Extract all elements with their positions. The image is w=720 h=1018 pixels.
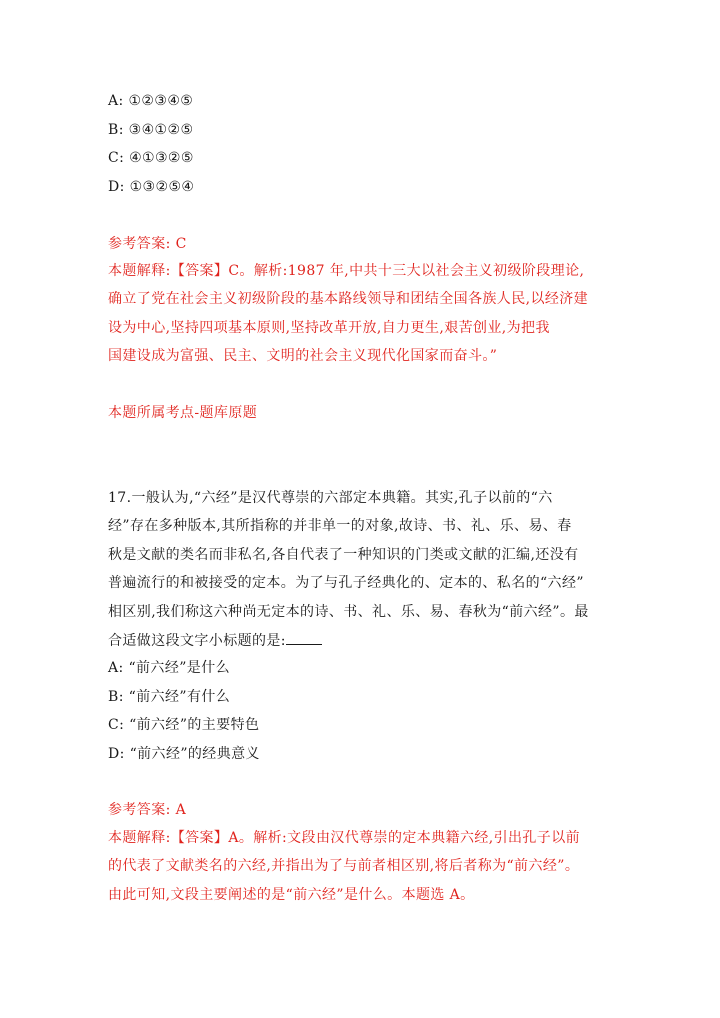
q16-explanation-line-1: 本题解释:【答案】C。解析:1987 年,中共十三大以社会主义初级阶段理论, xyxy=(108,263,585,279)
q17-stem-line-1: 17.一般认为,“六经”是汉代尊崇的六部定本典籍。其实,孔子以前的“六 xyxy=(108,490,553,506)
q17-answer: 参考答案: A xyxy=(108,802,187,818)
answer-blank xyxy=(286,632,322,645)
q17-option-d: D: “前六经”的经典意义 xyxy=(108,746,260,762)
q16-explanation-line-3: 设为中心,坚持四项基本原则,坚持改革开放,自力更生,艰苦创业,为把我 xyxy=(108,320,550,336)
q17-option-c: C: “前六经”的主要特色 xyxy=(108,717,260,733)
q16-explanation-line-4: 国建设成为富强、民主、文明的社会主义现代化国家而奋斗。” xyxy=(108,348,498,364)
q16-option-d: D: ①③②⑤④ xyxy=(108,179,195,195)
q16-option-a: A: ①②③④⑤ xyxy=(108,93,194,109)
q17-stem-line-6 xyxy=(108,632,618,649)
q17-stem-line-5: 相区别,我们称这六种尚无定本的诗、书、礼、乐、易、春秋为“前六经”。最 xyxy=(108,604,589,620)
q17-option-b: B: “前六经”有什么 xyxy=(108,689,231,705)
q17-explanation-line-3: 由此可知,文段主要阐述的是“前六经”是什么。本题选 A。 xyxy=(108,887,475,903)
q17-stem-line-3: 秋是文献的类名而非私名,各自代表了一种知识的门类或文献的汇编,还没有 xyxy=(108,547,579,563)
q17-stem-line-4: 普遍流行的和被接受的定本。为了与孔子经典化的、定本的、私名的“六经” xyxy=(108,575,584,591)
q17-stem-line-2: 经”存在多种版本,其所指称的并非单一的对象,故诗、书、礼、乐、易、春 xyxy=(108,518,572,534)
q16-option-c: C: ④①③②⑤ xyxy=(108,150,194,166)
q16-option-b: B: ③④①②⑤ xyxy=(108,122,194,138)
q16-answer: 参考答案: C xyxy=(108,236,187,252)
q17-stem-text: 合适做这段文字小标题的是: xyxy=(108,633,286,649)
q16-explanation-line-2: 确立了党在社会主义初级阶段的基本路线领导和团结全国各族人民,以经济建 xyxy=(108,291,589,307)
q17-explanation-line-2: 的代表了文献类名的六经,并指出为了与前者相区别,将后者称为“前六经”。 xyxy=(108,858,580,874)
q16-category: 本题所属考点-题库原题 xyxy=(108,405,258,421)
q17-explanation-line-1: 本题解释:【答案】A。解析:文段由汉代尊崇的定本典籍六经,引出孔子以前 xyxy=(108,830,580,846)
q17-option-a: A: “前六经”是什么 xyxy=(108,660,230,676)
